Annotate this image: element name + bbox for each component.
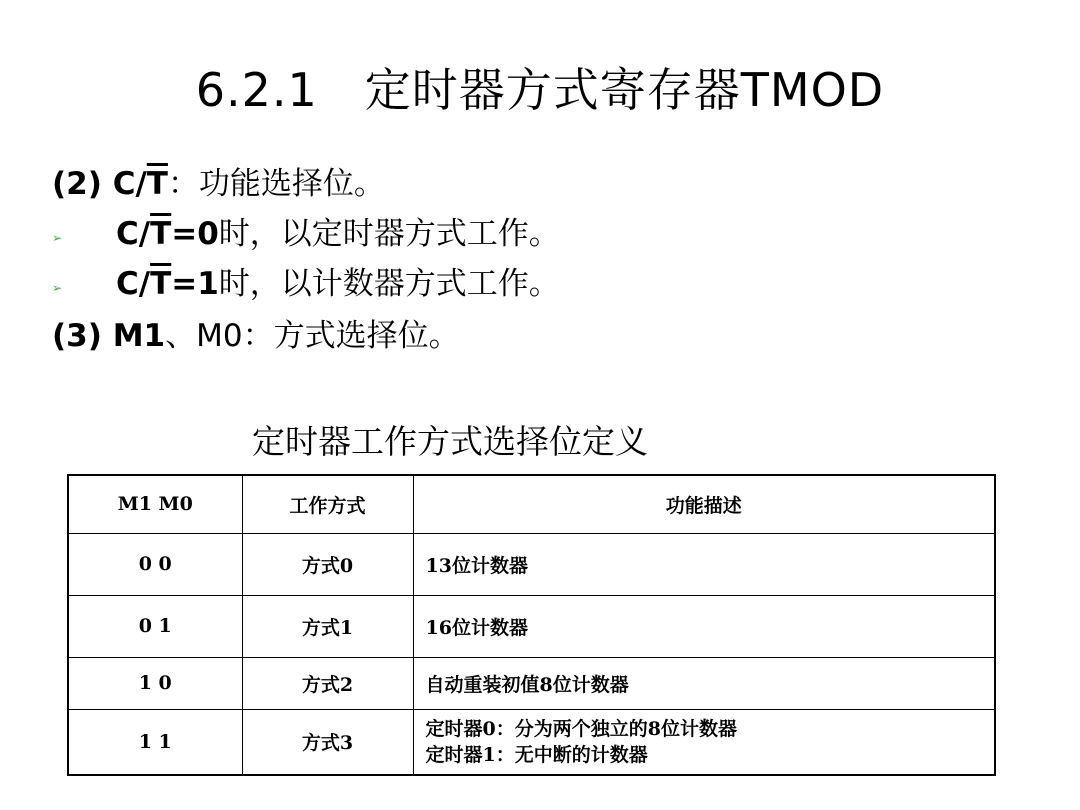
cell-desc: 16位计数器	[413, 595, 995, 657]
table-row	[68, 595, 995, 657]
mode-table	[67, 474, 996, 776]
bullet-arrow-icon: ➢	[52, 281, 63, 295]
header-desc: 功能描述	[413, 475, 995, 533]
cell-desc: 自动重装初值8位计数器	[413, 657, 995, 709]
item-ct-1: $C/\overline{T}=1$时，以计数器方式工作。	[116, 266, 560, 302]
item-m1-m0: (3) M1、M0：方式选择位。	[52, 318, 460, 354]
header-mode: 工作方式	[242, 475, 413, 533]
cell-bits: 1 1	[68, 709, 242, 775]
cell-bits: 0 0	[68, 533, 242, 595]
desc-line: 定时器0：分为两个独立的8位计数器	[425, 717, 737, 740]
table-caption: 定时器工作方式选择位定义	[252, 422, 648, 461]
cell-mode: 方式3	[242, 709, 413, 775]
cell-mode: 方式2	[242, 657, 413, 709]
cell-desc	[413, 709, 995, 775]
item-ct-definition: (2) $C/\overline{T}$：功能选择位。	[52, 166, 385, 202]
t-bar: $\overline{T}$	[150, 266, 172, 302]
cell-bits: 1 0	[68, 657, 242, 709]
t-bar: $\overline{T}$	[150, 216, 172, 252]
cell-bits: 0 1	[68, 595, 242, 657]
cell-desc: 13位计数器	[413, 533, 995, 595]
table-header-row	[68, 475, 995, 533]
t-bar: $\overline{T}$	[146, 166, 168, 202]
cell-mode: 方式1	[242, 595, 413, 657]
table-row	[68, 709, 995, 775]
table-row	[68, 533, 995, 595]
item-ct-0: $C/\overline{T}=0$时，以定时器方式工作。	[116, 216, 560, 252]
bullet-arrow-icon: ➢	[52, 231, 63, 245]
header-bits: M1 M0	[68, 475, 242, 533]
slide-title: 6.2.1 定时器方式寄存器TMOD	[195, 63, 885, 117]
cell-mode: 方式0	[242, 533, 413, 595]
desc-line: 定时器1：无中断的计数器	[425, 743, 648, 766]
table-row	[68, 657, 995, 709]
